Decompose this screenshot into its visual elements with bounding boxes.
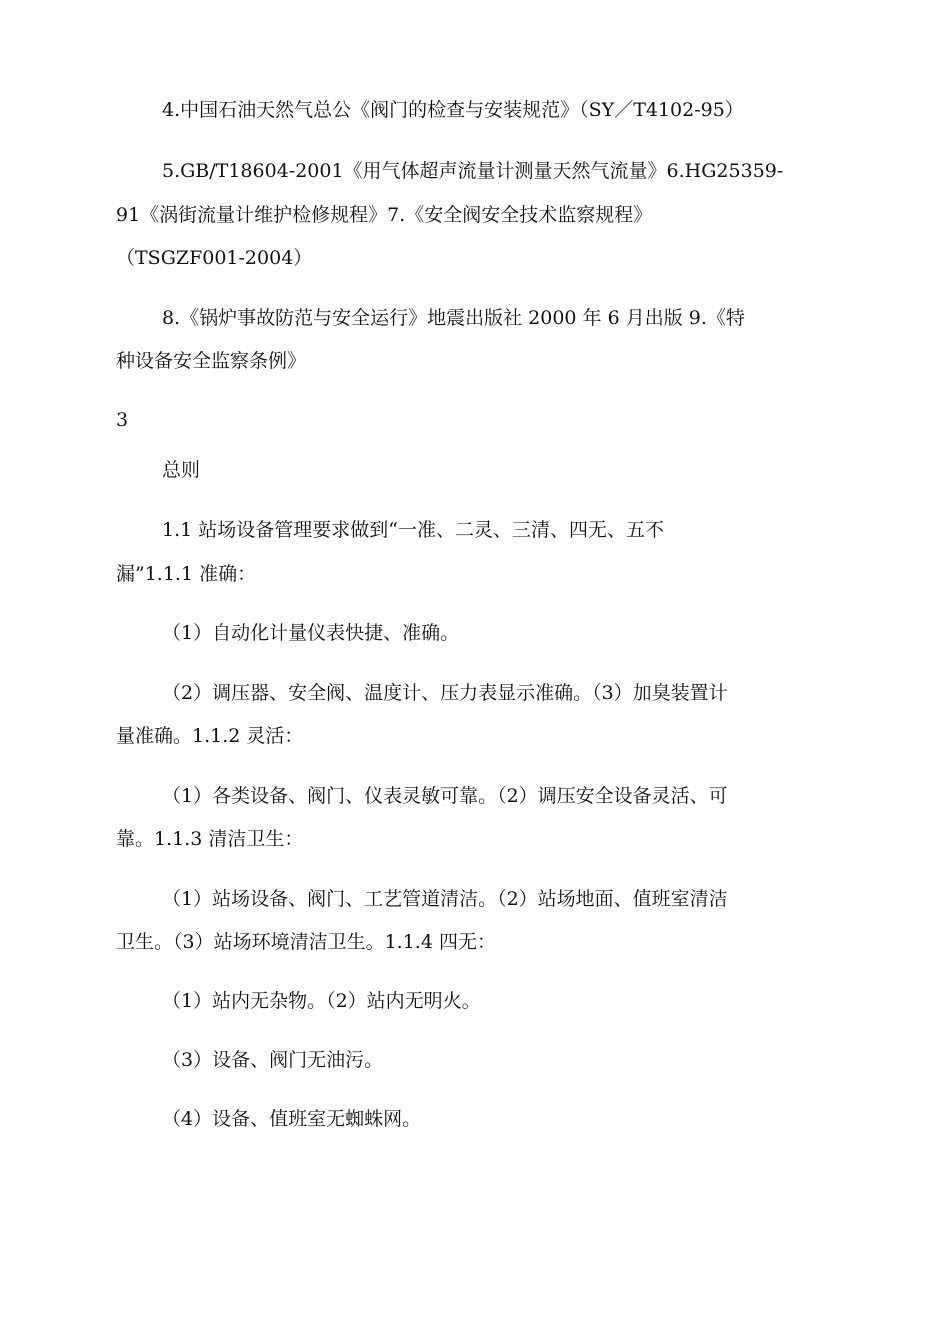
text-line: （TSGZF001-2004）	[116, 247, 313, 269]
text-line: 1.1 站场设备管理要求做到“一准、二灵、三清、四无、五不	[162, 519, 664, 541]
text-line: 4.中国石油天然气总公《阀门的检查与安装规范》（SY／T4102-95）	[162, 99, 744, 121]
text-line: （1）自动化计量仪表快捷、准确。	[162, 622, 460, 644]
text-line: 靠。1.1.3 清洁卫生：	[116, 828, 304, 850]
text-line: （3）设备、阀门无油污。	[162, 1049, 384, 1071]
page-number: 3	[116, 409, 129, 431]
text-line: 漏”1.1.1 准确：	[116, 563, 257, 585]
text-line: （4）设备、值班室无蜘蛛网。	[162, 1108, 422, 1130]
text-line: 种设备安全监察条例》	[116, 350, 307, 372]
text-line: （1）站内无杂物。（2）站内无明火。	[162, 990, 481, 1012]
text-line: （1）各类设备、阀门、仪表灵敏可靠。（2）调压安全设备灵活、可	[162, 785, 728, 807]
section-heading: 总则	[162, 459, 201, 481]
text-line: 5.GB/T18604-2001《用气体超声流量计测量天然气流量》6.HG25359-	[162, 160, 784, 182]
text-line: 8.《锅炉事故防范与安全运行》地震出版社 2000 年 6 月出版 9.《特	[162, 307, 745, 329]
text-line: （1）站场设备、阀门、工艺管道清洁。（2）站场地面、值班室清洁	[162, 888, 728, 910]
text-line: 量准确。1.1.2 灵活：	[116, 725, 304, 747]
text-line: 卫生。（3）站场环境清洁卫生。1.1.4 四无：	[116, 931, 496, 953]
text-line: （2）调压器、安全阀、温度计、压力表显示准确。（3）加臭装置计	[162, 682, 728, 704]
text-line: 91《涡街流量计维护检修规程》7.《安全阀安全技术监察规程》	[116, 204, 653, 226]
